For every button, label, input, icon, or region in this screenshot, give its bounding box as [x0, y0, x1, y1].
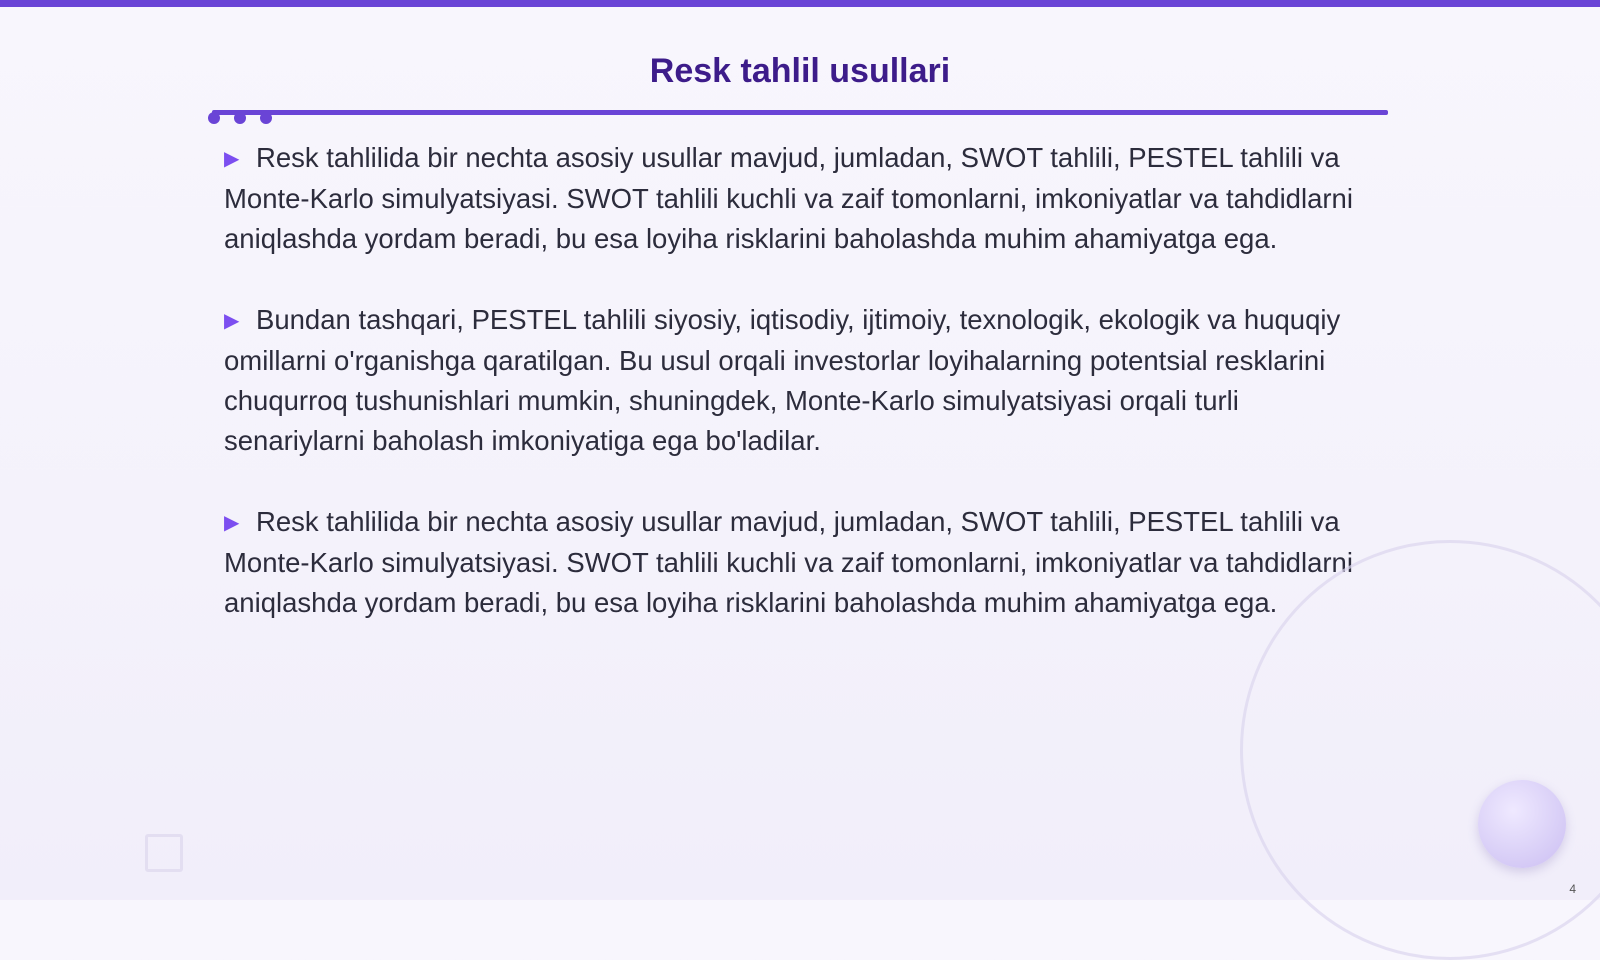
bullet-arrow-icon: ▶ [224, 310, 240, 332]
slide-body [224, 138, 1354, 664]
decor-dot [234, 112, 246, 124]
bullet-text: Resk tahlilida bir nechta asosiy usullar mavjud, jumladan, SWOT tahlili, PESTEL tahlili va Monte-Karlo simulyatsiyasi. SWOT tahlili kuchli va zaif tomonlarni, imkoniyatlar va tahdidlarni aniqlashda yordam beradi, bu esa loyiha risklarini baholashda muhim ahamiyatga ega. [224, 142, 1353, 254]
bullet-text: Resk tahlilida bir nechta asosiy usullar mavjud, jumladan, SWOT tahlili, PESTEL tahlili va Monte-Karlo simulyatsiyasi. SWOT tahlili kuchli va zaif tomonlarni, imkoniyatlar va tahdidlarni aniqlashda yordam beradi, bu esa loyiha risklarini baholashda muhim ahamiyatga ega. [224, 506, 1353, 618]
bullet-arrow-icon: ▶ [224, 148, 240, 170]
top-accent-bar [0, 0, 1600, 7]
bullet-paragraph [224, 138, 1354, 259]
slide-title: Resk tahlil usullari [649, 52, 951, 90]
bullet-arrow-icon: ▶ [224, 512, 240, 534]
title-underline [212, 110, 1388, 115]
bullet-text: Bundan tashqari, PESTEL tahlili siyosiy, iqtisodiy, ijtimoiy, texnologik, ekologik va huquqiy omillarni o'rganishga qaratilgan. Bu usul orqali investorlar loyihalarning potentsial resklarini chuqurroq tushunishlari mumkin, shuningdek, Monte-Karlo simulyatsiyasi orqali turli senariylarni baholash imkoniyatiga ega bo'ladilar. [224, 304, 1341, 456]
decor-square [145, 834, 183, 872]
decor-dot [260, 112, 272, 124]
decor-dot [208, 112, 220, 124]
bullet-paragraph [224, 502, 1354, 623]
bullet-paragraph [224, 300, 1354, 461]
page-number: 4 [1569, 882, 1576, 896]
decor-sphere [1478, 780, 1566, 868]
